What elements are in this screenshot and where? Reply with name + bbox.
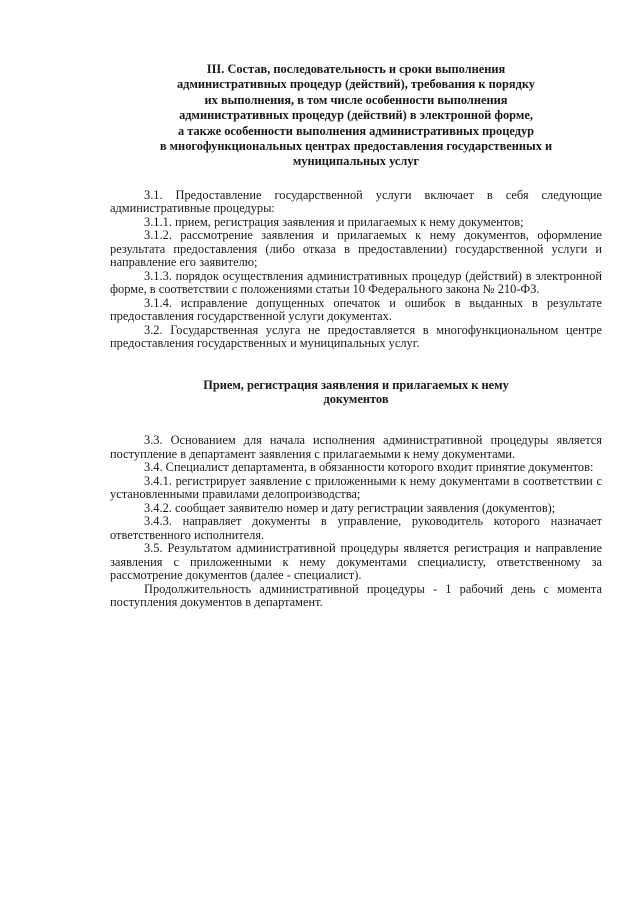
- paragraph-3-1-3: 3.1.3. порядок осуществления административных процедур (действий) в электронной форме, в соответствии с положениями статьи 10 Федерального закона № 210-ФЗ.: [110, 268, 602, 297]
- paragraph-3-4: 3.4. Специалист департамента, в обязанности которого входит принятие документов:: [144, 460, 594, 475]
- paragraph-3-3: 3.3. Основанием для начала исполнения административной процедуры является поступление в департамент заявления с прилагаемыми к нему документами.: [110, 433, 602, 461]
- paragraph-3-1-2: 3.1.2. рассмотрение заявления и прилагаемых к нему документов, оформление результата предоставления (либо отказа в предоставлении) государственной услуги и направление его заявителю;: [110, 228, 602, 270]
- section-title: [110, 62, 602, 170]
- paragraph-3-1: 3.1. Предоставление государственной услуги включает в себя следующие административные процедуры:: [110, 187, 602, 216]
- subsection-body: [110, 434, 602, 610]
- section-title-line-2: административных процедур (действий), требования к порядку: [176, 77, 535, 92]
- paragraph-3-4-1: 3.4.1. регистрирует заявление с приложенными к нему документами в соответствии с установленными правилами делопроизводства;: [110, 473, 602, 502]
- section-title-line-3: их выполнения, в том числе особенности выполнения: [204, 92, 508, 107]
- section-title-line-7: муниципальных услуг: [292, 154, 420, 169]
- subsection-title: [110, 378, 602, 407]
- section-title-line-1: III. Состав, последовательность и сроки выполнения: [206, 62, 506, 76]
- paragraph-3-5: 3.5. Результатом административной процедуры является регистрация и направление заявления с приложенными к нему документами специалисту, ответственному за рассмотрение документов (далее - специалист).: [110, 541, 602, 583]
- section-title-line-4: административных процедур (действий) в электронной форме,: [179, 108, 533, 123]
- paragraph-3-2: 3.2. Государственная услуга не предоставляется в многофункциональном центре предоставления государственных и муниципальных услуг.: [110, 322, 602, 351]
- paragraph-3-4-2: 3.4.2. сообщает заявителю номер и дату регистрации заявления (документов);: [144, 500, 556, 515]
- paragraph-3-1-1: 3.1.1. прием, регистрация заявления и прилагаемых к нему документов;: [144, 214, 524, 229]
- paragraph-3-1-4: 3.1.4. исправление допущенных опечаток и ошибок в выданных в результате предоставления государственной услуги документах.: [110, 295, 602, 324]
- subsection-title-line-2: документов: [323, 392, 389, 407]
- paragraph-duration: Продолжительность административной процедуры - 1 рабочий день с момента поступления документов в департамент.: [110, 581, 602, 610]
- subsection-title-line-1: Прием, регистрация заявления и прилагаемых к нему: [203, 377, 509, 392]
- section-title-line-5: а также особенности выполнения административных процедур: [177, 123, 535, 138]
- section-title-line-6: в многофункциональных центрах предоставления государственных и: [159, 139, 553, 154]
- section-body: [110, 189, 602, 351]
- paragraph-3-4-3: 3.4.3. направляет документы в управление, руководитель которого назначает ответственного исполнителя.: [110, 514, 602, 542]
